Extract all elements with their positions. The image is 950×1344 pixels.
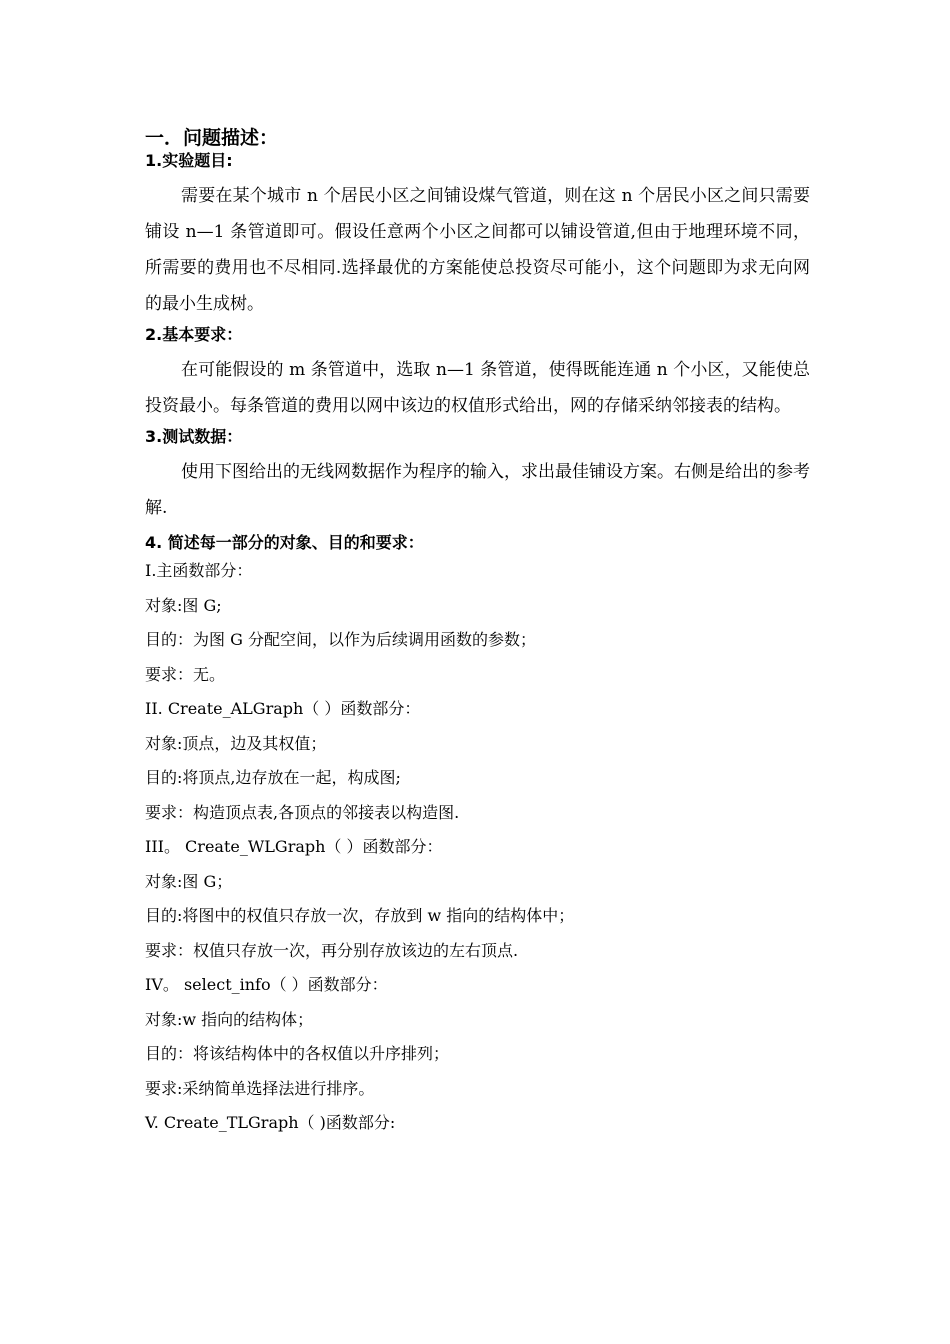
part-title: IV。 select_info（ ）函数部分： — [145, 975, 388, 994]
subsection-heading-2: 2.基本要求： — [145, 325, 243, 344]
part-requirement: 要求：无。 — [145, 664, 226, 684]
subsection-text-2: 在可能假设的 m 条管道中，选取 n—1 条管道，使得既能连通 n 个小区，又能使总投资最小。每条管道的费用以网中该边的权值形式给出，网的存储采纳邻接表的结构。 — [145, 360, 810, 416]
part-block-4 — [145, 968, 810, 1106]
part-purpose: 目的：将该结构体中的各权值以升序排列； — [145, 1044, 450, 1063]
part-requirement: 要求：构造顶点表,各顶点的邻接表以构造图. — [145, 802, 460, 822]
part-purpose: 目的：为图 G 分配空间，以作为后续调用函数的参数； — [145, 630, 536, 649]
section-title: 一．问题描述： — [145, 127, 279, 149]
part-title: II. Create_ALGraph（ ）函数部分： — [145, 699, 421, 718]
part-object: 对象:图 G; — [145, 595, 222, 615]
part-block-3 — [145, 830, 810, 968]
subsection-heading-3: 3.测试数据： — [145, 427, 243, 446]
part-purpose: 目的:将图中的权值只存放一次，存放到 w 指向的结构体中； — [145, 906, 575, 925]
subsection-heading-1: 1.实验题目: — [145, 151, 233, 170]
document-body — [145, 126, 810, 1141]
part-block-2 — [145, 692, 810, 830]
part-title: III。 Create_WLGraph（ ）函数部分： — [145, 837, 443, 856]
subsection-heading-4: 4. 简述每一部分的对象、目的和要求： — [145, 533, 424, 552]
part-object: 对象:顶点，边及其权值； — [145, 733, 327, 753]
part-requirement: 要求：权值只存放一次，再分别存放该边的左右顶点. — [145, 940, 519, 960]
part-requirement: 要求:采纳简单选择法进行排序。 — [145, 1078, 375, 1098]
part-object: 对象:图 G； — [145, 871, 233, 891]
subsection-text-3: 使用下图给出的无线网数据作为程序的输入，求出最佳铺设方案。右侧是给出的参考解. — [145, 462, 810, 518]
part-title: I.主函数部分： — [145, 561, 253, 580]
part-object: 对象:w 指向的结构体； — [145, 1009, 314, 1029]
part-block-1 — [145, 554, 810, 692]
part-purpose: 目的:将顶点,边存放在一起，构成图; — [145, 768, 401, 787]
part-title-5: V. Create_TLGraph（ )函数部分: — [145, 1113, 396, 1132]
subsection-text-1: 需要在某个城市 n 个居民小区之间铺设煤气管道，则在这 n 个居民小区之间只需要铺设 n—1 条管道即可。假设任意两个小区之间都可以铺设管道,但由于地理环境不同，所需要的费用也不尽相同.选择最优的方案能使总投资尽可能小，这个问题即为求无向网的最小生成树。 — [145, 186, 810, 314]
